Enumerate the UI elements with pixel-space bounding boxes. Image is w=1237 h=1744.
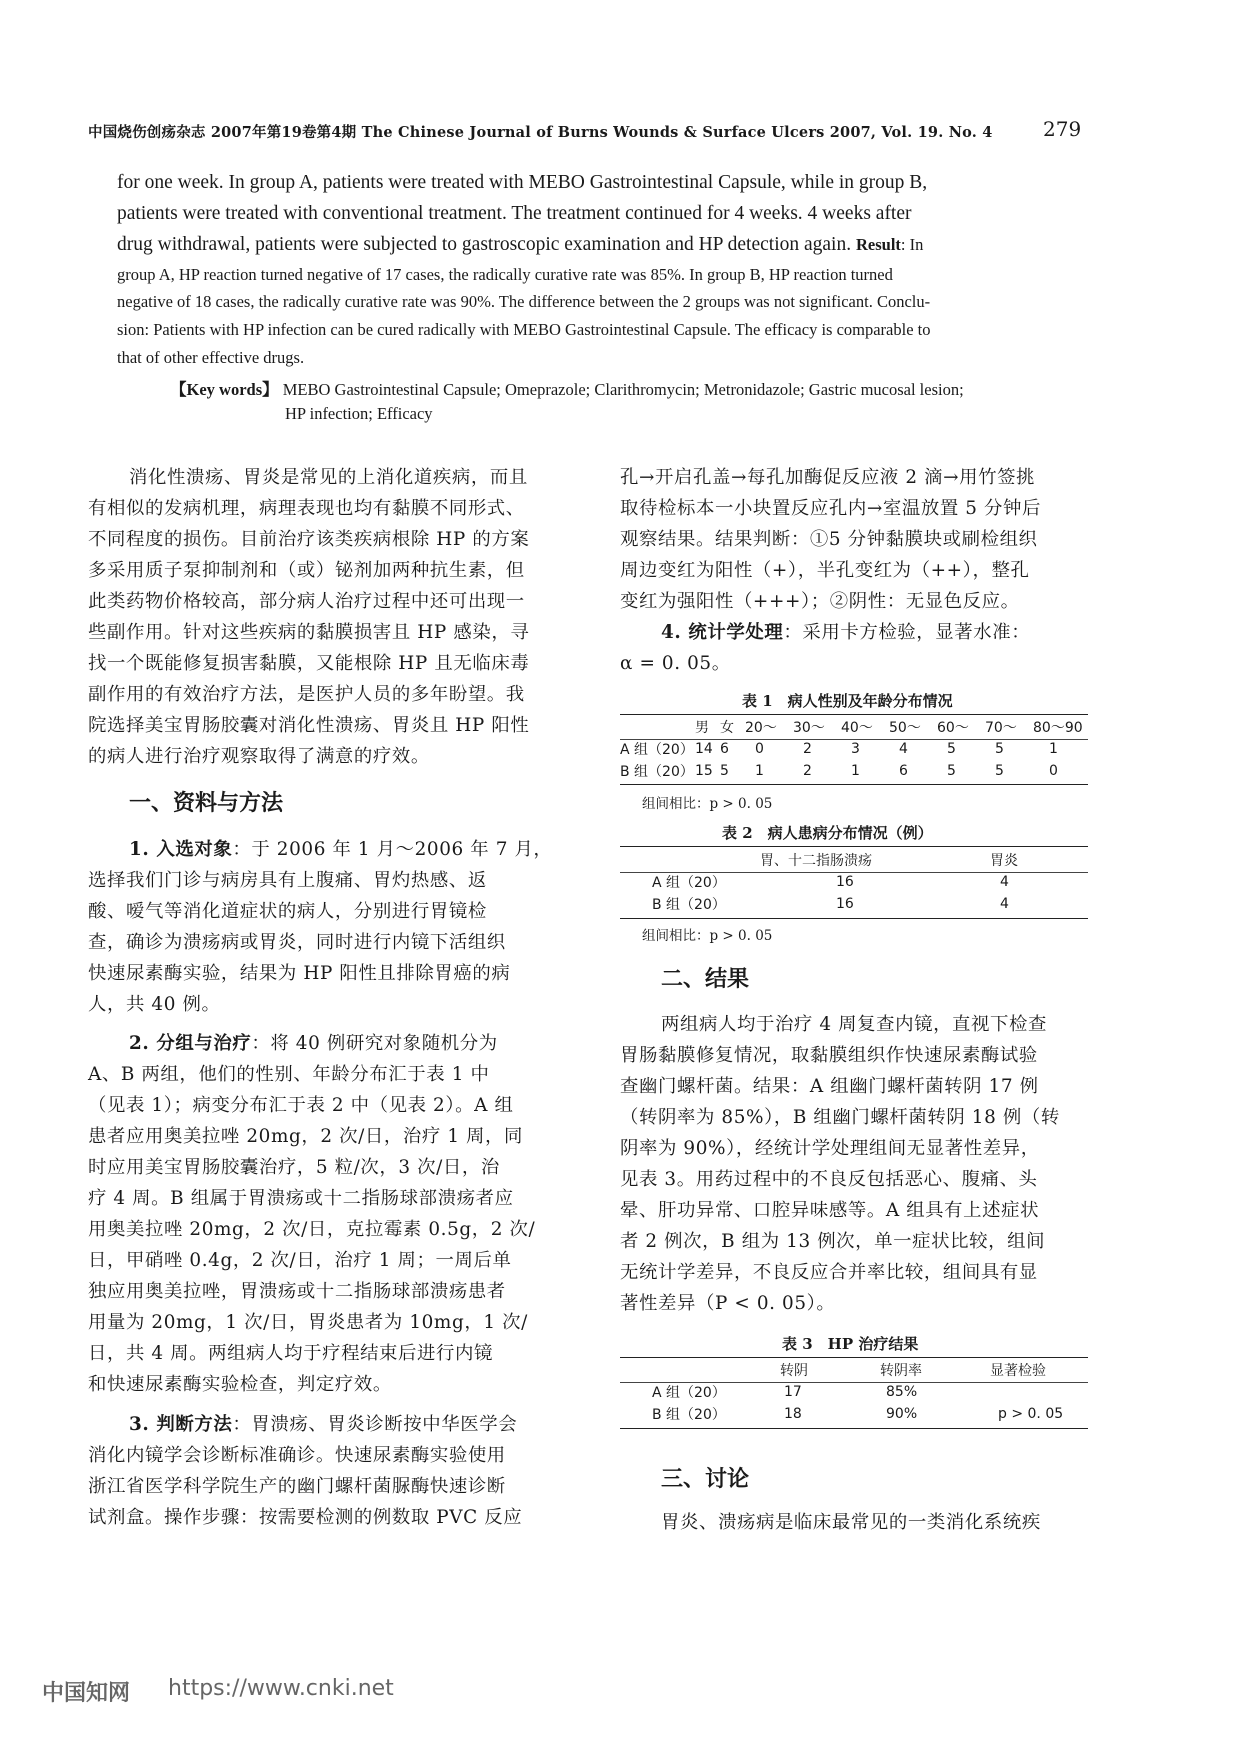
intro-line: 副作用的有效治疗方法，是医护人员的多年盼望。我 [88,684,525,705]
para-line: 变红为强阳性（+++）；②阴性：无显色反应。 [620,591,1020,612]
table-header-row: 男 女 20～ 30～ 40～ 50～ 60～ 70～ 80～90 [695,720,1083,736]
para-line: 日，共 4 周。两组病人均于疗程结束后进行内镜 [88,1343,494,1364]
para-line: 独应用奥美拉唑，胃溃疡或十二指肠球部溃疡患者 [88,1281,506,1302]
para-line: 疗 4 周。B 组属于胃溃疡或十二指肠球部溃疡者应 [88,1188,514,1209]
table2-note: 组间相比：p > 0. 05 [642,928,773,944]
para-line: 和快速尿素酶实验检查，判定疗效。 [88,1374,392,1395]
subsection-label: 2. 分组与治疗 [129,1033,252,1054]
abstract-line: for one week. In group A, patients were treated with MEBO Gastrointestinal Capsule, while in group B, [117,172,928,193]
table1-caption: 表 1 病人性别及年龄分布情况 [742,692,953,710]
para-line: 胃肠黏膜修复情况，取黏膜组织作快速尿素酶试验 [620,1045,1038,1066]
para-line: 观察结果。结果判断：①5 分钟黏膜块或刷检组织 [620,529,1038,550]
para-line: 孔→开启孔盖→每孔加酶促反应液 2 滴→用竹签挑 [620,467,1036,488]
para-line: 晕、肝功异常、口腔异味感等。A 组具有上述症状 [620,1200,1040,1221]
para-line: 查幽门螺杆菌。结果：A 组幽门螺杆菌转阴 17 例 [620,1076,1039,1097]
abstract-line: group A, HP reaction turned negative of 17 cases, the radically curative rate was 85%. In group B, HP reaction turned [117,265,893,284]
table1-note: 组间相比：p > 0. 05 [642,796,773,812]
para-line: 1. 入选对象：于 2006 年 1 月～2006 年 7 月， [129,839,553,860]
result-label: Result [855,235,901,254]
abstract-line: that of other effective drugs. [117,348,305,367]
para-line: 4. 统计学处理：采用卡方检验，显著水准： [661,622,1031,643]
para-line: （转阴率为 85%），B 组幽门螺杆菌转阴 18 例（转 [620,1107,1060,1128]
subsection-label: 1. 入选对象 [129,839,233,860]
table-row: B 组（20） 15 5 1 2 1 6 5 5 0 [620,763,1058,780]
table2 [620,849,1110,915]
table-rule [620,1428,1088,1429]
table-rule [620,1382,1088,1383]
para-line: 周边变红为阳性（+），半孔变红为（++），整孔 [620,560,1030,581]
cnki-logo: 中国知网 [42,1681,131,1706]
section-title-discussion: 三、讨论 [661,1466,750,1492]
para-line: 日，甲硝唑 0.4g，2 次/日，治疗 1 周；一周后单 [88,1250,512,1271]
table-rule [620,872,1088,873]
abstract-line: negative of 18 cases, the radically curative rate was 90%. The difference between the 2 groups was not significant. Conclu- [117,292,931,311]
table-rule [620,846,1088,847]
para-line: 著性差异（P < 0. 05）。 [620,1293,836,1314]
intro-line: 些副作用。针对这些疾病的黏膜损害且 HP 感染，寻 [88,622,530,643]
para-line: 快速尿素酶实验，结果为 HP 阳性且排除胃癌的病 [88,963,511,984]
para-line: 3. 判断方法：胃溃疡、胃炎诊断按中华医学会 [129,1414,518,1435]
table3-caption: 表 3 HP 治疗结果 [782,1335,919,1353]
abstract-line: patients were treated with conventional treatment. The treatment continued for 4 weeks. 4 weeks after [117,203,912,224]
table-rule [620,739,1088,740]
keywords-label: 【Key words】 [170,380,279,399]
para-line: 两组病人均于治疗 4 周复查内镜，直视下检查 [661,1014,1048,1035]
table-rule [620,918,1088,919]
para-line: 消化内镜学会诊断标准确诊。快速尿素酶实验使用 [88,1445,506,1466]
para-line: A、B 两组，他们的性别、年龄分布汇于表 1 中 [88,1064,490,1085]
para-line: 见表 3。用药过程中的不良反包括恶心、腹痛、头 [620,1169,1038,1190]
running-head: 中国烧伤创疡杂志 2007年第19卷第4期 The Chinese Journal of Burns Wounds & Surface Ulcers 2007, Vol. 19. No. 4 [88,124,993,141]
intro-line: 的病人进行治疗观察取得了满意的疗效。 [88,746,430,767]
intro-line: 多采用质子泵抑制剂和（或）铋剂加两种抗生素，但 [88,560,525,581]
intro-line: 不同程度的损伤。目前治疗该类疾病根除 HP 的方案 [88,529,530,550]
para-line: α = 0. 05。 [620,653,731,674]
para-line: 时应用美宝胃肠胶囊治疗，5 粒/次，3 次/日，治 [88,1157,500,1178]
section-title-results: 二、结果 [661,966,750,992]
para-line: 取待检标本一小块置反应孔内→室温放置 5 分钟后 [620,498,1042,519]
para-line: 者 2 例次，B 组为 13 例次，单一症状比较，组间 [620,1231,1046,1252]
table-row: B 组（20） 18 90% p > 0. 05 [652,1406,1064,1423]
keywords-line: 【Key words】 MEBO Gastrointestinal Capsule; Omeprazole; Clarithromycin; Metronidazole; Gastric mucosal lesion; [170,380,964,399]
para-line: 无统计学差异，不良反应合并率比较，组间具有显 [620,1262,1038,1283]
para-line: 2. 分组与治疗：将 40 例研究对象随机分为 [129,1033,498,1054]
table-row: A 组（20） 17 85% [652,1384,918,1401]
table-row: A 组（20） 16 4 [652,874,1009,891]
section-title-methods: 一、资料与方法 [129,790,284,816]
para-line: 阴率为 90%），经统计学处理组间无显著性差异， [620,1138,1040,1159]
subsection-label: 3. 判断方法 [129,1414,233,1435]
para-line: 浙江省医学科学院生产的幽门螺杆菌脲酶快速诊断 [88,1476,506,1497]
intro-line: 此类药物价格较高，部分病人治疗过程中还可出现一 [88,591,525,612]
para-line: 人，共 40 例。 [88,994,221,1015]
table3 [620,1359,1088,1425]
para-line: 患者应用奥美拉唑 20mg，2 次/日，治疗 1 周，同 [88,1126,524,1147]
para-line: 查，确诊为溃疡病或胃炎，同时进行内镜下活组织 [88,932,506,953]
table2-caption: 表 2 病人患病分布情况（例） [722,824,933,842]
cnki-url[interactable]: https://www.cnki.net [168,1676,394,1701]
page-number: 279 [1043,117,1082,141]
table-rule [620,784,1088,785]
keywords-line: HP infection; Efficacy [285,404,433,423]
abstract-line: drug withdrawal, patients were subjected to gastroscopic examination and HP detection again. Result: In [117,234,924,255]
para-line: 试剂盒。操作步骤：按需要检测的例数取 PVC 反应 [88,1507,523,1528]
abstract-line: sion: Patients with HP infection can be cured radically with MEBO Gastrointestinal Capsule. The efficacy is comparable to [117,320,931,339]
intro-line: 找一个既能修复损害黏膜，又能根除 HP 且无临床毒 [88,653,530,674]
table-rule [620,714,1088,715]
para-line: 胃炎、溃疡病是临床最常见的一类消化系统疾 [661,1512,1041,1533]
table-row: A 组（20） 14 6 0 2 3 4 5 5 1 [620,741,1058,758]
subsection-label: 4. 统计学处理 [661,622,784,643]
table1 [620,716,1088,782]
table-header-row: 胃、十二指肠溃疡 胃炎 [760,853,1018,869]
table-row: B 组（20） 16 4 [652,896,1009,913]
para-line: （见表 1）；病变分布汇于表 2 中（见表 2）。A 组 [88,1095,514,1116]
para-line: 酸、嗳气等消化道症状的病人，分别进行胃镜检 [88,901,487,922]
para-line: 用量为 20mg，1 次/日，胃炎患者为 10mg，1 次/ [88,1312,528,1333]
para-line: 选择我们门诊与病房具有上腹痛、胃灼热感、返 [88,870,487,891]
table-rule [620,1357,1088,1358]
intro-line: 消化性溃疡、胃炎是常见的上消化道疾病，而且 [129,467,528,488]
para-line: 用奥美拉唑 20mg，2 次/日，克拉霉素 0.5g，2 次/ [88,1219,536,1240]
intro-line: 院选择美宝胃肠胶囊对消化性溃疡、胃炎且 HP 阳性 [88,715,530,736]
intro-line: 有相似的发病机理，病理表现也均有黏膜不同形式、 [88,498,525,519]
table-header-row: 转阴 转阴率 显著检验 [780,1363,1046,1379]
